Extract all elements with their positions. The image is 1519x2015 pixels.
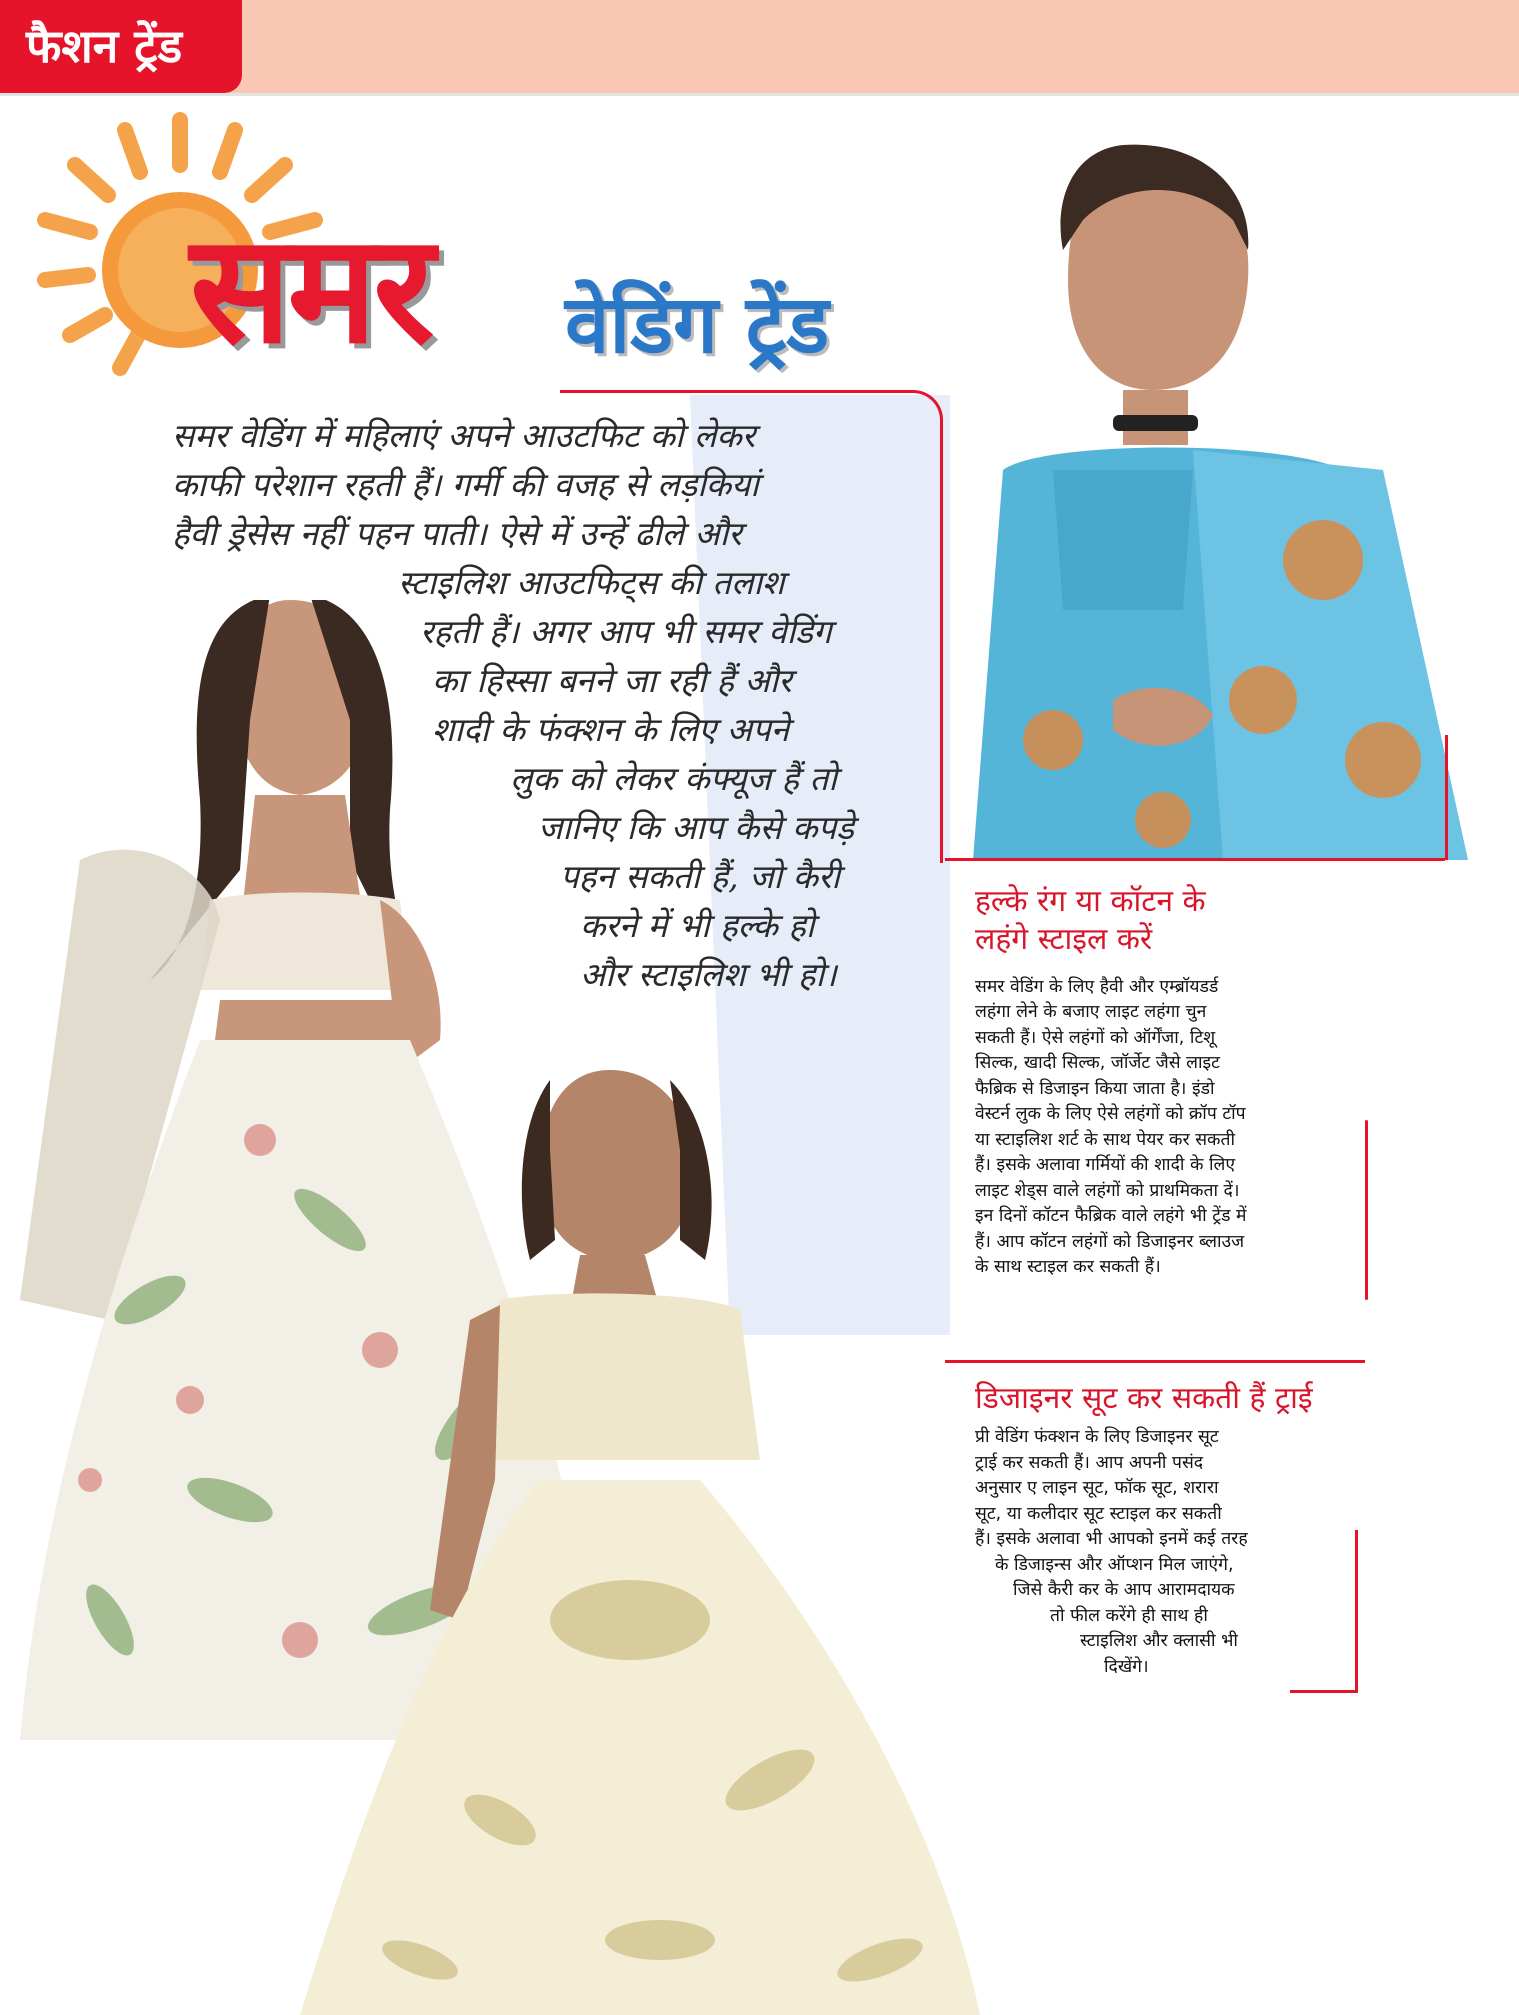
- model-photo-blue-saree: [963, 140, 1468, 860]
- section-line: सूट, या कलीदार सूट स्टाइल कर सकती: [975, 1504, 1222, 1524]
- divider-line: [945, 858, 1445, 861]
- divider-line: [1445, 735, 1448, 860]
- divider-line: [1355, 1530, 1358, 1690]
- headline-main: समर: [190, 203, 431, 377]
- section-line: अनुसार ए लाइन सूट, फॉक सूट, शरारा: [975, 1478, 1219, 1498]
- section-line: जिसे कैरी कर के आप आरामदायक: [1013, 1580, 1235, 1600]
- intro-line: लुक को लेकर कंफ्यूज हैं तो: [510, 759, 837, 798]
- intro-line: करने में भी हल्के हो: [580, 906, 815, 945]
- intro-line: हैवी ड्रेसेस नहीं पहन पाती। ऐसे में उन्हें ढीले और: [172, 514, 742, 553]
- section-line: या स्टाइलिश शर्ट के साथ पेयर कर सकती: [975, 1130, 1235, 1150]
- section-line: सिल्क, खादी सिल्क, जॉर्जेट जैसे लाइट: [975, 1053, 1220, 1073]
- section-line: हैं। इसके अलावा भी आपको इनमें कई तरह: [975, 1529, 1248, 1549]
- section-line: समर वेडिंग के लिए हैवी और एम्ब्रॉयडर्ड: [975, 977, 1219, 997]
- intro-line: जानिए कि आप कैसे कपड़े: [538, 808, 854, 847]
- section-line: तो फील करेंगे ही साथ ही: [1050, 1606, 1208, 1626]
- headline-sub: वेडिंग ट्रेंड: [565, 278, 830, 371]
- section-heading: हल्के रंग या कॉटन के: [975, 884, 1206, 919]
- divider-line: [945, 1360, 1365, 1363]
- intro-line: और स्टाइलिश भी हो।: [580, 955, 837, 994]
- section-line: के डिजाइन्स और ऑप्शन मिल जाएंगे,: [995, 1555, 1234, 1575]
- section-line: के साथ स्टाइल कर सकती हैं।: [975, 1257, 1161, 1277]
- section-line: सकती हैं। ऐसे लहंगों को ऑर्गेंजा, टिशू: [975, 1028, 1216, 1048]
- divider-line: [1365, 1120, 1368, 1300]
- section-line: लाइट शेड्स वाले लहंगों को प्राथमिकता दें।: [975, 1181, 1240, 1201]
- intro-line: पहन सकती हैं, जो कैरी: [560, 857, 840, 896]
- intro-line: समर वेडिंग में महिलाएं अपने आउटफिट को लेकर: [172, 416, 756, 455]
- section-line: दिखेंगे।: [1104, 1657, 1149, 1677]
- section-heading: डिजाइनर सूट कर सकती हैं ट्राई: [975, 1381, 1313, 1416]
- section-line: फैब्रिक से डिजाइन किया जाता है। इंडो: [975, 1079, 1215, 1099]
- section-line: प्री वेडिंग फंक्शन के लिए डिजाइनर सूट: [975, 1427, 1219, 1447]
- divider-line: [1290, 1690, 1358, 1693]
- section-line: स्टाइलिश और क्लासी भी: [1080, 1631, 1238, 1651]
- section-tag: फैशन ट्रेंड: [0, 0, 242, 93]
- section-heading: लहंगे स्टाइल करें: [975, 922, 1153, 957]
- header-bar: [0, 0, 1519, 96]
- intro-line: स्टाइलिश आउटफिट्स की तलाश: [398, 563, 785, 602]
- section-line: लहंगा लेने के बजाए लाइट लहंगा चुन: [975, 1002, 1207, 1022]
- section-line: हैं। आप कॉटन लहंगों को डिजाइनर ब्लाउज: [975, 1232, 1245, 1252]
- intro-line: रहती हैं। अगर आप भी समर वेडिंग: [420, 612, 832, 651]
- section-line: इन दिनों कॉटन फैब्रिक वाले लहंगे भी ट्रेंड में: [975, 1206, 1247, 1226]
- intro-line: का हिस्सा बनने जा रही हैं और: [432, 661, 792, 700]
- section-line: हैं। इसके अलावा गर्मियों की शादी के लिए: [975, 1155, 1236, 1175]
- section-line: वेस्टर्न लुक के लिए ऐसे लहंगों को क्रॉप टॉप: [975, 1104, 1246, 1124]
- intro-line: काफी परेशान रहती हैं। गर्मी की वजह से लड़कियां: [172, 465, 759, 504]
- intro-line: शादी के फंक्शन के लिए अपने: [432, 710, 790, 749]
- model-photo-ivory-lehenga: [300, 1060, 980, 2015]
- section-line: ट्राई कर सकती हैं। आप अपनी पसंद: [975, 1453, 1204, 1473]
